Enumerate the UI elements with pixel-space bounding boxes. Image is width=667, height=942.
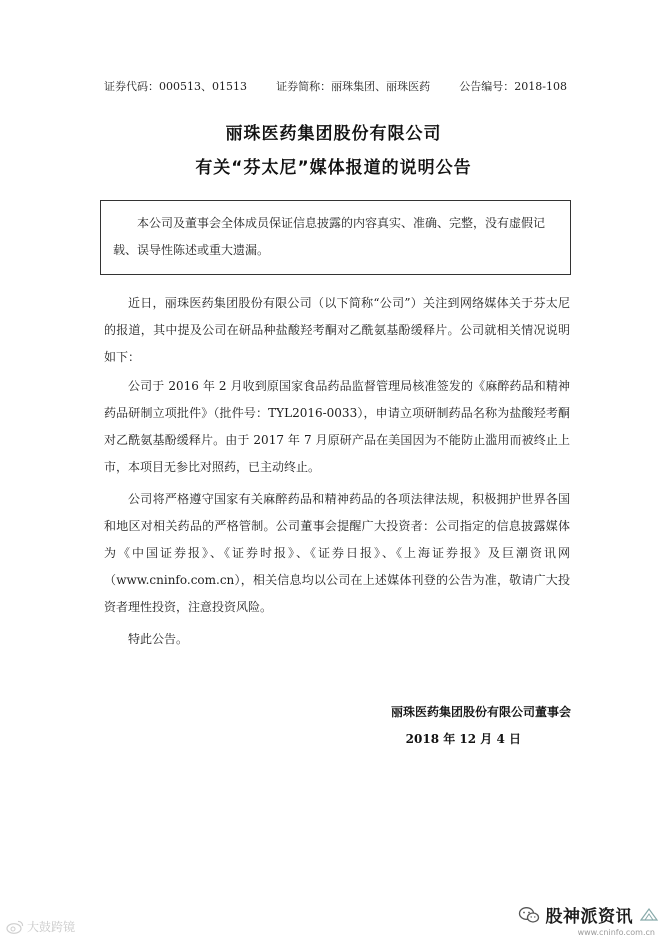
cninfo-badge-icon (639, 906, 659, 924)
announcement-title: 有关“芬太尼”媒体报道的说明公告 (195, 158, 472, 178)
paragraph-intro: 近日，丽珠医药集团股份有限公司（以下简称“公司”）关注到网络媒体关于芬太尼的报道，其中提及公司在研品种盐酸羟考酮对乙酰氨基酚缓释片。公司就相关情况说明如下： (104, 296, 570, 364)
watermark-brand: 股神派资讯 (545, 907, 633, 927)
paragraph-compliance: 公司将严格遵守国家有关麻醉药品和精神药品的各项法律法规，积极拥护世界各国和地区对相关药品的严格管制。公司董事会提醒广大投资者：公司指定的信息披露媒体为《中国证券报》、《证券时报》、《证券日报》、《上海证券报》及巨潮资讯网（www.cninfo.com.cn），相关信息均以公司在上述媒体刊登的公告为准，敬请广大投资者理性投资，注意投资风险。 (104, 492, 570, 614)
document-header (104, 78, 567, 94)
watermark-left (6, 918, 75, 935)
signature-org: 丽珠医药集团股份有限公司董事会 (390, 705, 571, 719)
stock-short-name: 证券简称：丽珠集团、丽珠医药 (276, 80, 431, 93)
watermark-right (518, 902, 660, 927)
notice-number: 公告编号：2018-108 (459, 80, 567, 93)
signature-date: 2018 年 12 月 4 日 (405, 732, 521, 746)
disclaimer-box: 本公司及董事会全体成员保证信息披露的内容真实、准确、完整，没有虚假记载、误导性陈述或重大遗漏。 (100, 200, 571, 275)
watermark-left-text: 大鼓跨镜 (27, 920, 76, 934)
paragraph-approval: 公司于 2016 年 2 月收到原国家食品药品监督管理局核准签发的《麻醉药品和精神药品研制立项批件》（批件号：TYL2016-0033），申请立项研制药品名称为盐酸羟考酮对乙酰氨基酚缓释片。由于 2017 年 7 月原研产品在美国因为不能防止滥用而被终止上市，本项目无参比对照药，已主动终止。 (104, 379, 570, 474)
stock-code: 证券代码：000513、01513 (104, 80, 247, 93)
sina-weibo-logo-icon (6, 920, 24, 934)
watermark-url: www.cninfo.com.cn (577, 928, 655, 937)
paragraph-closing: 特此公告。 (128, 632, 189, 646)
wechat-icon (518, 906, 540, 924)
company-title: 丽珠医药集团股份有限公司 (225, 124, 442, 144)
